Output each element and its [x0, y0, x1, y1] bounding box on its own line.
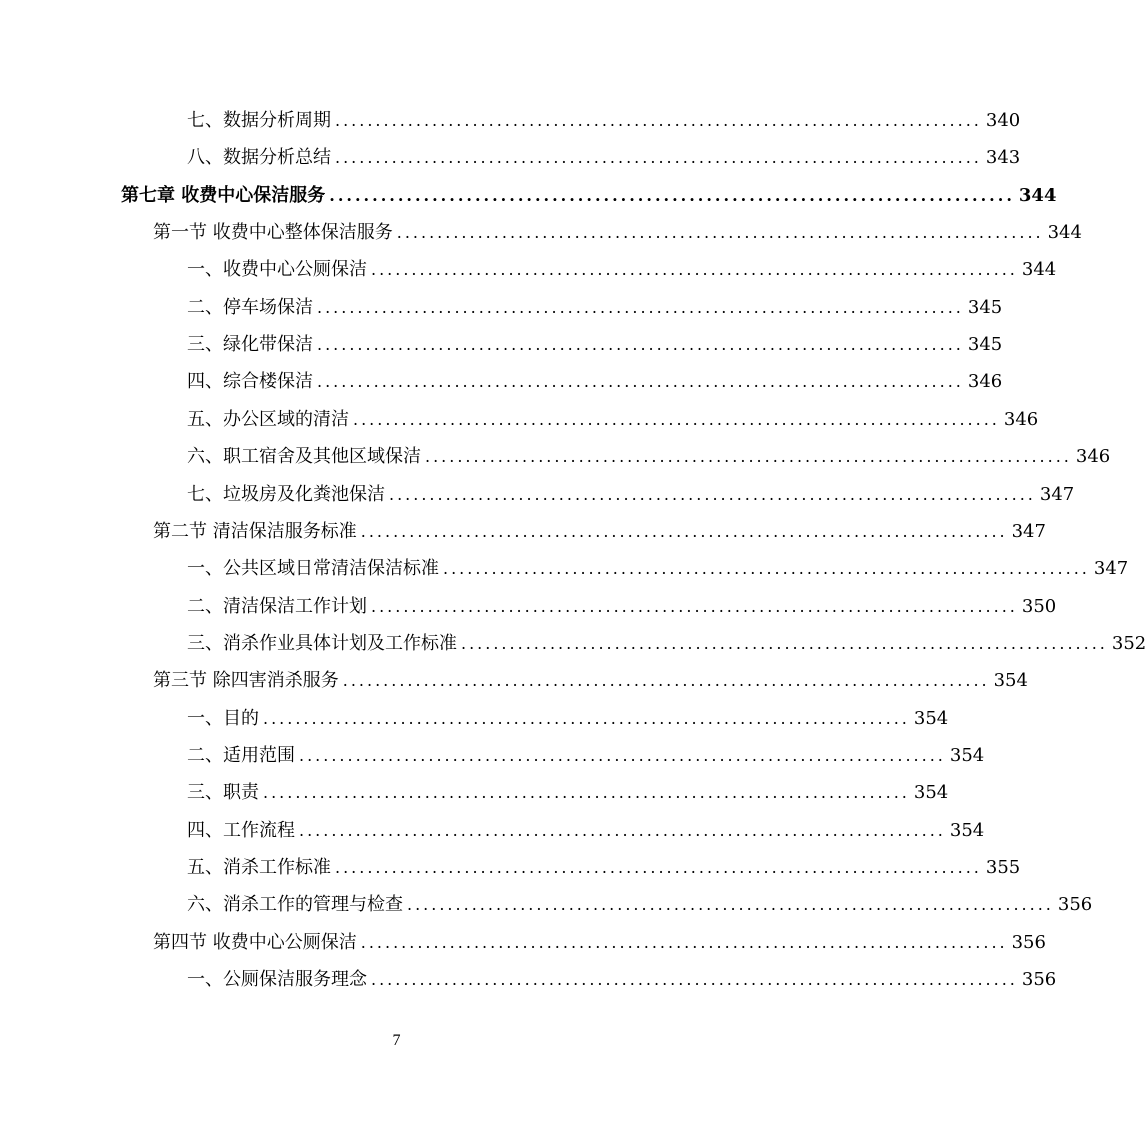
toc-leader-dots: ................................................................................ [360, 521, 1008, 541]
toc-entry[interactable] [153, 666, 1028, 692]
toc-entry[interactable] [153, 218, 1082, 244]
toc-entry-page: 345 [967, 296, 1003, 318]
toc-entry-page: 344 [1021, 259, 1057, 281]
toc-entry-label: 一、公共区域日常清洁保洁标准 [187, 558, 439, 580]
toc-entry-page: 355 [985, 857, 1021, 878]
toc-entry[interactable] [187, 704, 949, 730]
toc-entry-page: 344 [1047, 222, 1082, 244]
toc-leader-dots: ................................................................................ [396, 223, 1044, 243]
toc-entry[interactable] [153, 928, 1046, 954]
toc-entry-page: 343 [985, 147, 1021, 169]
toc-leader-dots: ................................................................................ [329, 185, 1015, 205]
toc-entry[interactable] [187, 405, 1039, 431]
toc-entry-page: 345 [967, 334, 1003, 356]
toc-entry-label: 第三节 除四害消杀服务 [153, 670, 339, 692]
toc-entry-page: 346 [967, 371, 1003, 393]
toc-entry-page: 346 [1075, 446, 1111, 468]
toc-entry-label: 第二节 清洁保洁服务标准 [153, 520, 357, 542]
toc-leader-dots: ................................................................................ [335, 858, 982, 877]
toc-entry-page: 356 [1057, 894, 1093, 916]
toc-entry-label: 三、绿化带保洁 [187, 334, 313, 356]
toc-entry-page: 350 [1021, 595, 1057, 617]
toc-leader-dots: ................................................................................ [353, 409, 1000, 429]
toc-entry-page: 354 [949, 744, 985, 766]
toc-entry[interactable] [187, 592, 1057, 618]
toc-entry-label: 七、垃圾房及化粪池保洁 [187, 483, 385, 505]
toc-leader-dots: ................................................................................ [263, 708, 910, 728]
toc-entry[interactable] [187, 554, 1129, 580]
toc-entry[interactable] [187, 255, 1057, 281]
toc-leader-dots: ................................................................................ [263, 783, 910, 803]
toc-entry-page: 354 [949, 819, 985, 841]
toc-entry[interactable] [187, 778, 949, 804]
toc-leader-dots: ................................................................................ [299, 745, 946, 765]
toc-entry[interactable] [187, 143, 1021, 169]
toc-leader-dots: ................................................................................ [443, 559, 1090, 579]
toc-entry-page: 347 [1093, 558, 1129, 580]
toc-leader-dots: ................................................................................ [317, 335, 964, 355]
toc-entry-label: 七、数据分析周期 [187, 110, 331, 131]
toc-leader-dots: ................................................................................ [371, 970, 1018, 990]
page-number: 7 [392, 1032, 401, 1049]
toc-entry-label: 二、停车场保洁 [187, 296, 313, 318]
toc-entry[interactable] [187, 106, 1021, 132]
toc-entry[interactable] [187, 741, 985, 767]
toc-leader-dots: ................................................................................ [371, 260, 1018, 280]
toc-entry-page: 347 [1011, 520, 1046, 542]
toc-leader-dots: ................................................................................ [389, 484, 1036, 504]
toc-entry-label: 五、消杀工作标准 [187, 857, 331, 878]
toc-leader-dots: ................................................................................ [317, 297, 964, 317]
toc-entry-page: 347 [1039, 483, 1075, 505]
toc-leader-dots: ................................................................................ [299, 820, 946, 840]
toc-entry[interactable] [187, 442, 1111, 468]
toc-leader-dots: ................................................................................ [461, 633, 1108, 653]
toc-entry[interactable] [187, 853, 1021, 879]
toc-leader-dots: ................................................................................ [360, 932, 1008, 952]
toc-entry[interactable] [187, 330, 1003, 356]
toc-entry-page: 346 [1003, 408, 1039, 430]
toc-entry-label: 六、消杀工作的管理与检查 [187, 894, 403, 916]
toc-entry-label: 第一节 收费中心整体保洁服务 [153, 222, 393, 244]
toc-entry[interactable] [187, 367, 1003, 393]
toc-entry-label: 一、公厕保洁服务理念 [187, 969, 367, 991]
toc-entry[interactable] [187, 965, 1057, 991]
toc-leader-dots: ................................................................................ [342, 671, 990, 691]
toc-entry[interactable] [153, 517, 1046, 543]
toc-entry-label: 第四节 收费中心公厕保洁 [153, 931, 357, 953]
toc-entry-page: 356 [1021, 969, 1057, 991]
toc-entry-label: 六、职工宿舍及其他区域保洁 [187, 446, 421, 468]
toc-leader-dots: ................................................................................ [371, 596, 1018, 616]
toc-entry-label: 四、工作流程 [187, 819, 295, 841]
toc-entry-page: 340 [985, 110, 1021, 131]
toc-entry[interactable] [121, 181, 1057, 207]
toc-entry[interactable] [187, 816, 985, 842]
toc-entry[interactable] [187, 890, 1093, 916]
toc-entry-label: 二、清洁保洁工作计划 [187, 595, 367, 617]
toc-entry-label: 三、职责 [187, 782, 259, 804]
toc-entry-label: 四、综合楼保洁 [187, 371, 313, 393]
toc-entry-page: 356 [1011, 931, 1046, 953]
toc-entry-label: 三、消杀作业具体计划及工作标准 [187, 632, 457, 654]
toc-leader-dots: ................................................................................ [407, 895, 1054, 915]
toc-entry-page: 354 [913, 707, 949, 729]
toc-leader-dots: ................................................................................ [317, 372, 964, 392]
toc-entry-page: 354 [993, 670, 1028, 692]
toc-entry-page: 352 [1111, 632, 1146, 654]
toc-entry[interactable] [187, 293, 1003, 319]
toc-leader-dots: ................................................................................ [425, 447, 1072, 467]
toc-entry-page: 344 [1018, 184, 1057, 206]
toc-leader-dots: ................................................................................ [335, 148, 982, 168]
toc-entry-label: 一、目的 [187, 707, 259, 729]
toc-entry-label: 一、收费中心公厕保洁 [187, 259, 367, 281]
toc-entry-label: 二、适用范围 [187, 744, 295, 766]
toc-entry-page: 354 [913, 782, 949, 804]
toc-entry[interactable] [187, 480, 1075, 506]
toc-entry-label: 第七章 收费中心保洁服务 [121, 184, 326, 206]
toc-entry-label: 五、办公区域的清洁 [187, 408, 349, 430]
toc-entry-label: 八、数据分析总结 [187, 147, 331, 169]
toc-entry[interactable] [187, 629, 1146, 655]
toc-leader-dots: ................................................................................ [335, 111, 982, 130]
